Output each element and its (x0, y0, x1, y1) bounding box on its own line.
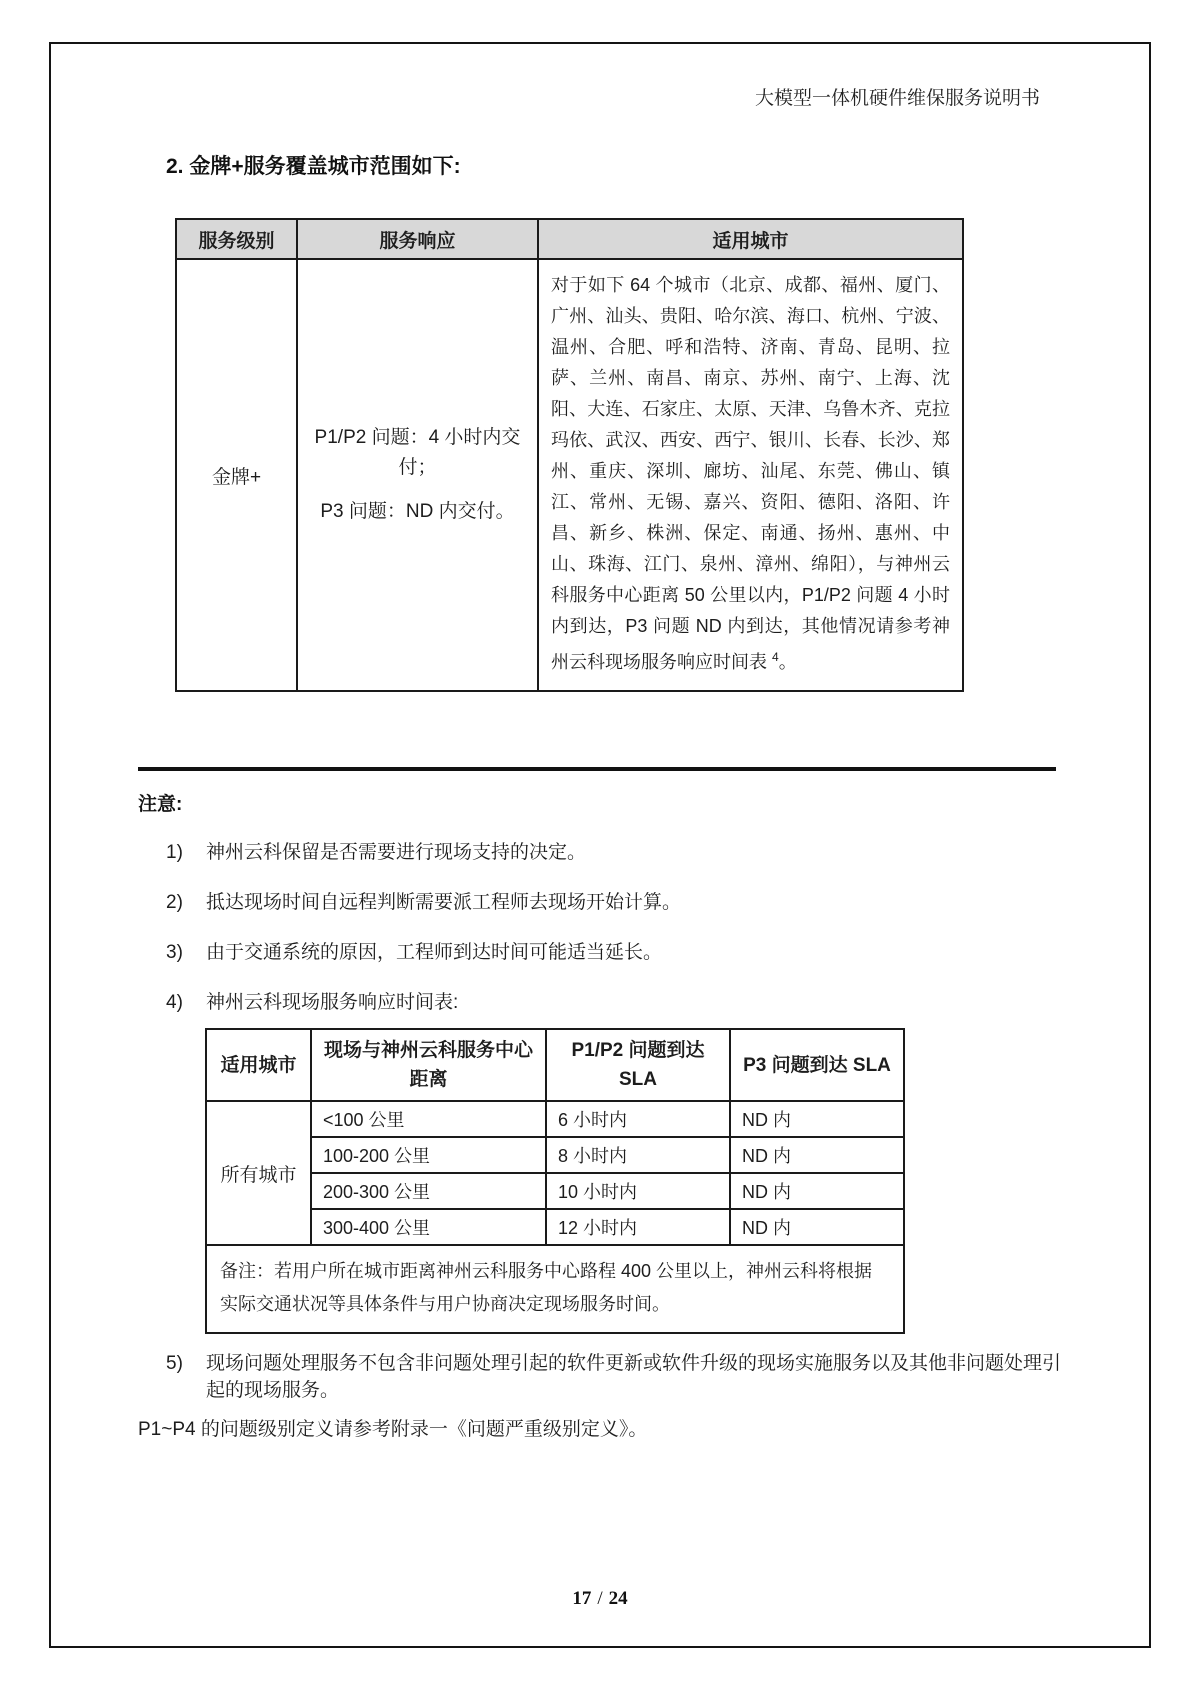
notes-label: 注意: (138, 794, 183, 815)
t2-cell-p12-sla: 8 小时内 (546, 1137, 730, 1173)
section-heading: 2. 金牌+服务覆盖城市范围如下: (166, 155, 461, 178)
table-row (206, 1101, 904, 1137)
page-number (0, 1588, 1200, 1610)
t1-header-applicable-cities: 适用城市 (538, 219, 963, 259)
t1-cell-applicable-cities (538, 259, 963, 691)
t2-header-p3-sla: P3 问题到达 SLA (730, 1029, 904, 1101)
response-line-1: P1/P2 问题：4 小时内交付； (314, 427, 521, 478)
table-row (206, 1173, 904, 1209)
t2-cell-p12-sla: 6 小时内 (546, 1101, 730, 1137)
note-text: 抵达现场时间自远程判断需要派工程师去现场开始计算。 (206, 892, 682, 913)
cities-text: 对于如下 64 个城市（北京、成都、福州、厦门、广州、汕头、贵阳、哈尔滨、海口、杭州、宁波、温州、合肥、呼和浩特、济南、青岛、昆明、拉萨、兰州、南昌、南京、苏州、南宁、上海、沈阳、大连、石家庄、太原、天津、乌鲁木齐、克拉玛依、武汉、西安、西宁、银川、长春、长沙、郑州、重庆、深圳、廊坊、汕尾、东莞、佛山、镇江、常州、无锡、嘉兴、资阳、德阳、洛阳、许昌、新乡、株洲、保定、南通、扬州、惠州、中山、珠海、江门、泉州、漳州、绵阳），与神州云科服务中心距离 50 公里以内，P1/P2 问题 4 小时内到达，P3 问题 ND 内到达，其他情况请参考神州云科现场服务响应时间表 (551, 275, 950, 672)
note-item-1 (166, 839, 1066, 866)
t1-header-service-level: 服务级别 (176, 219, 297, 259)
t2-remark-cell: 备注：若用户所在城市距离神州云科服务中心路程 400 公里以上，神州云科将根据实际交通状况等具体条件与用户协商决定现场服务时间。 (206, 1245, 904, 1333)
closing-paragraph: P1~P4 的问题级别定义请参考附录一《问题严重级别定义》。 (138, 1419, 648, 1440)
gold-plus-coverage-table (175, 218, 964, 692)
t2-cell-distance: <100 公里 (311, 1101, 546, 1137)
table-row (206, 1245, 904, 1333)
t2-cell-distance: 200-300 公里 (311, 1173, 546, 1209)
t2-header-applicable-cities: 适用城市 (206, 1029, 311, 1101)
note-item-3 (166, 939, 1066, 966)
note-number: 5) (166, 1353, 183, 1374)
t2-cell-p3-sla: ND 内 (730, 1101, 904, 1137)
page-number-current: 17 (572, 1588, 592, 1609)
note-text: 神州云科现场服务响应时间表: (206, 992, 459, 1013)
page-number-separator: / (597, 1588, 603, 1609)
t1-cell-service-level: 金牌+ (176, 259, 297, 691)
table-row (206, 1137, 904, 1173)
t2-header-distance: 现场与神州云科服务中心距离 (311, 1029, 546, 1101)
t2-cell-p3-sla: ND 内 (730, 1137, 904, 1173)
t2-cell-distance: 300-400 公里 (311, 1209, 546, 1245)
note-item-4 (166, 989, 1066, 1016)
table-row (206, 1209, 904, 1245)
note-item-5 (166, 1350, 1066, 1404)
t1-header-service-response: 服务响应 (297, 219, 538, 259)
t2-cell-distance: 100-200 公里 (311, 1137, 546, 1173)
section-divider (138, 767, 1056, 771)
note-number: 1) (166, 842, 183, 863)
onsite-response-time-table (205, 1028, 905, 1334)
t2-cell-p12-sla: 12 小时内 (546, 1209, 730, 1245)
t1-cell-service-response (297, 259, 538, 691)
t2-header-p12-sla: P1/P2 问题到达 SLA (546, 1029, 730, 1101)
t2-cell-p3-sla: ND 内 (730, 1209, 904, 1245)
t2-cell-p12-sla: 10 小时内 (546, 1173, 730, 1209)
table-header-row (206, 1029, 904, 1101)
table-header-row (176, 219, 963, 259)
table-row (176, 259, 963, 691)
response-line-2: P3 问题：ND 内交付。 (320, 501, 515, 522)
note-number: 3) (166, 942, 183, 963)
note-text: 现场问题处理服务不包含非问题处理引起的软件更新或软件升级的现场实施服务以及其他非问题处理引起的现场服务。 (206, 1353, 1062, 1401)
footnote-reference: 4 (772, 650, 779, 664)
note-number: 2) (166, 892, 183, 913)
t2-cell-p3-sla: ND 内 (730, 1173, 904, 1209)
note-text: 神州云科保留是否需要进行现场支持的决定。 (206, 842, 587, 863)
document-header-title: 大模型一体机硬件维保服务说明书 (754, 88, 1040, 109)
note-text: 由于交通系统的原因，工程师到达时间可能适当延长。 (206, 942, 663, 963)
note-item-2 (166, 889, 1066, 916)
cities-period: 。 (778, 652, 797, 672)
page-number-total: 24 (608, 1588, 628, 1609)
t2-cell-city-group: 所有城市 (206, 1101, 311, 1245)
note-number: 4) (166, 992, 183, 1013)
